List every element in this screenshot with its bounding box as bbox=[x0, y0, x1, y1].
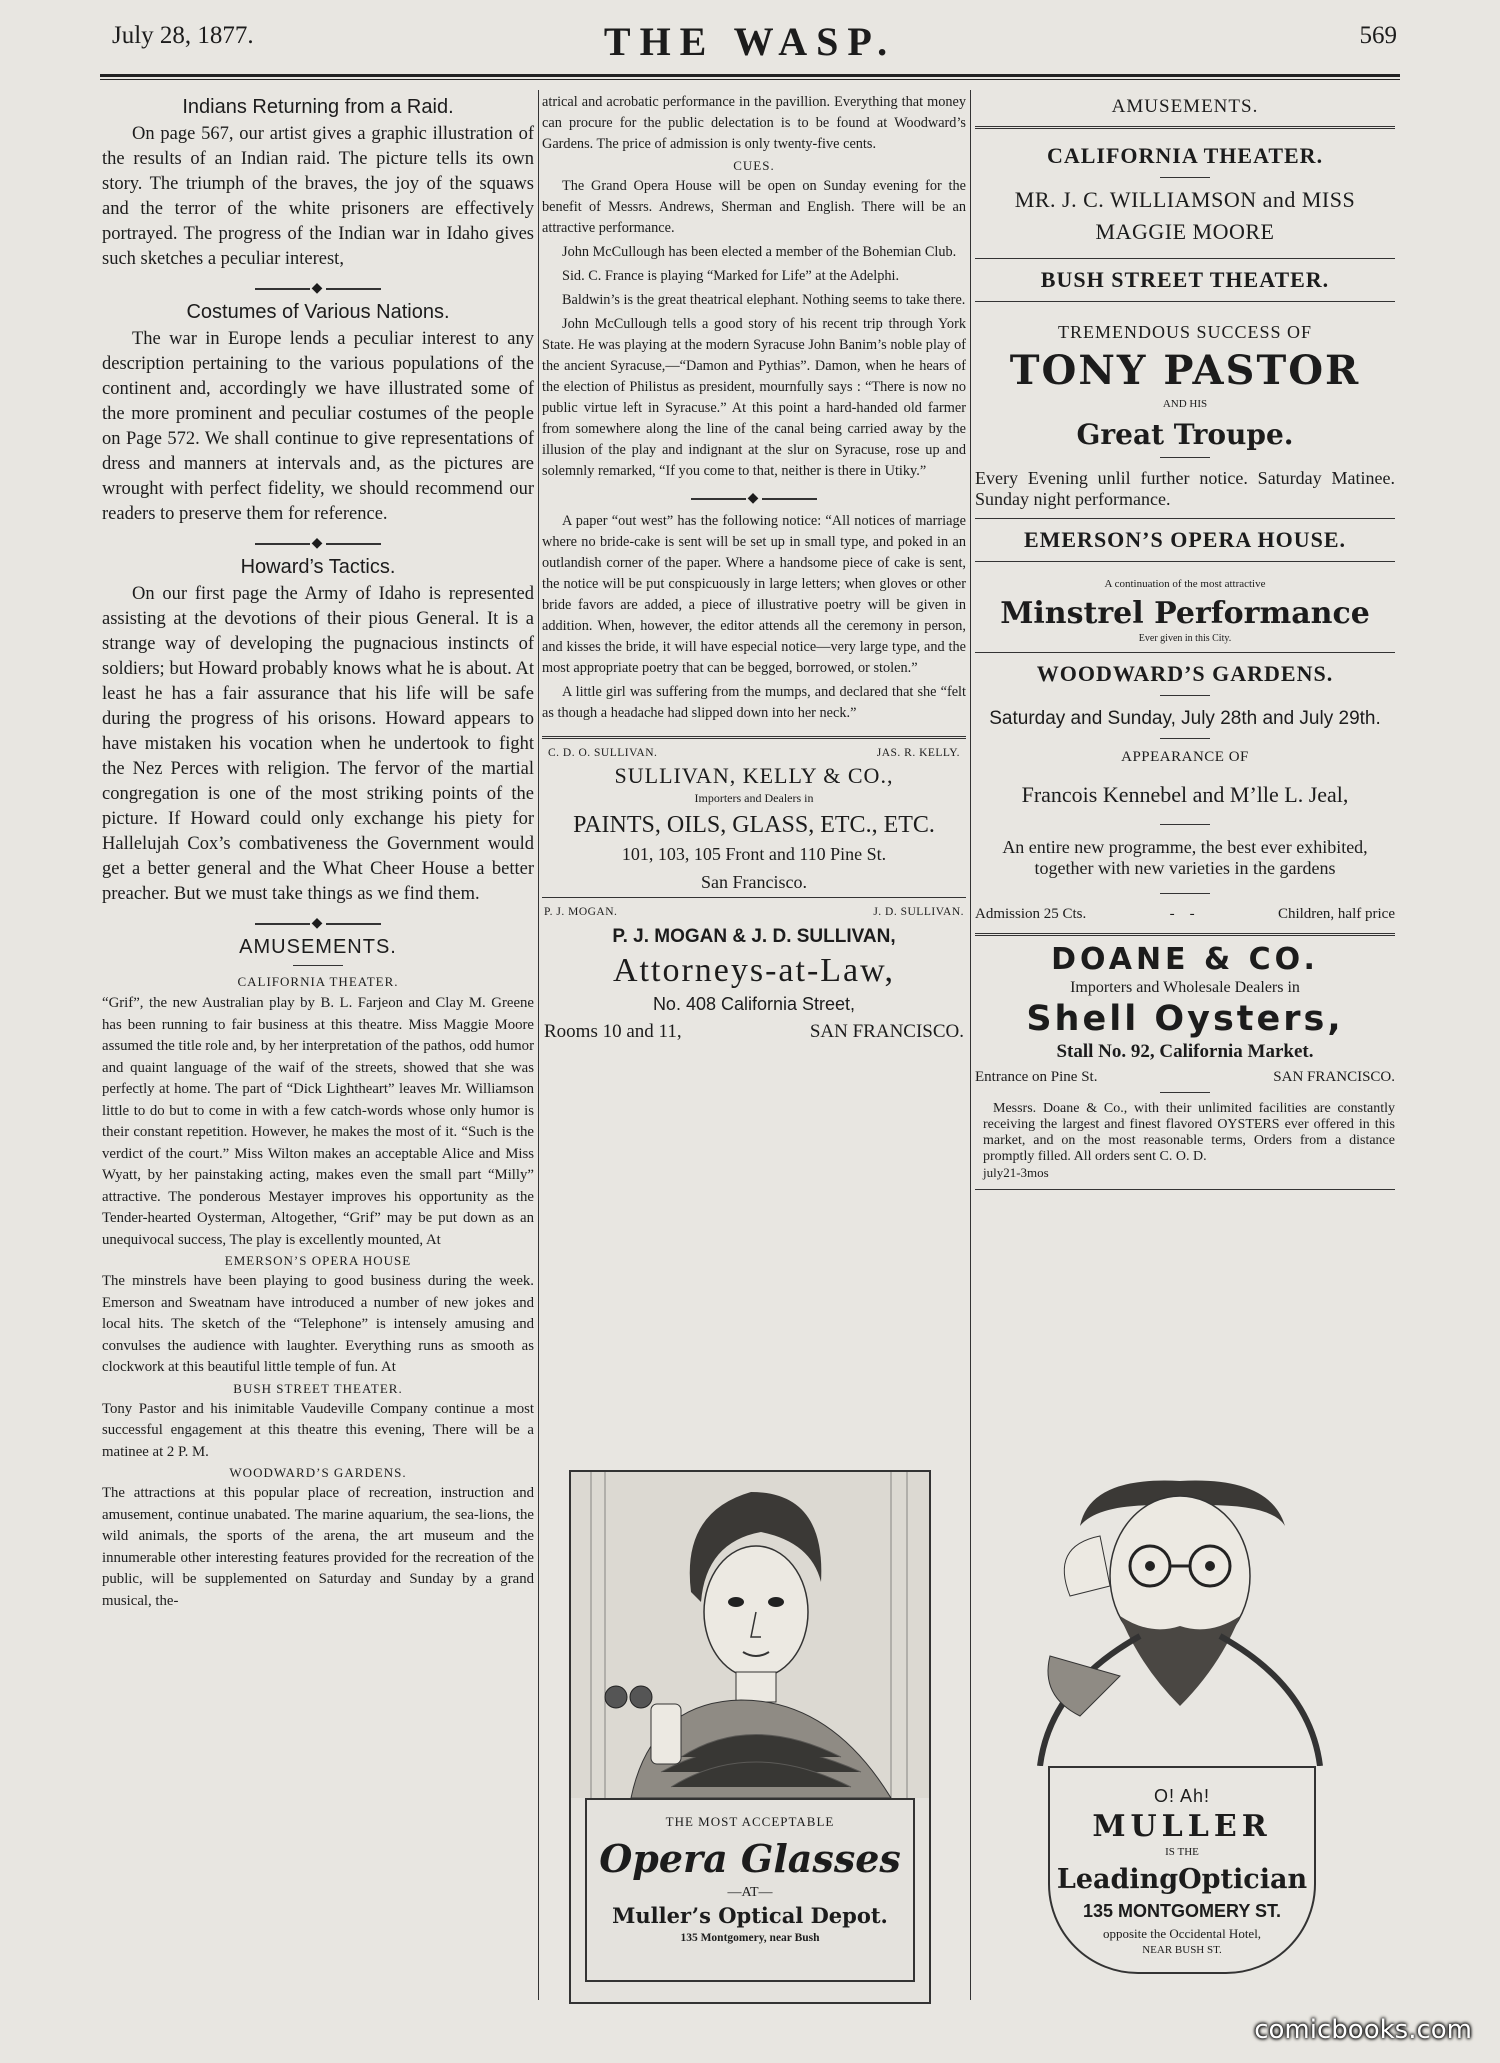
ad-muller-optician bbox=[1010, 1466, 1350, 1980]
billing-text: Every Evening unlil further notice. Saturday Matinee. Sunday night performance. bbox=[975, 468, 1395, 509]
admission-line bbox=[975, 906, 1395, 923]
city-line: San Francisco. bbox=[701, 872, 807, 892]
cue-item: John McCullough tells a good story of his recent trip through York State. He was playing at the modern Syracuse John Banim’s noble play of the ancient Syracuse,—“Damon and Pythias”. Damon, when he hears of the election of Philistus as president, mournfully says : “There is now no public virtue left in Syracuse.” At this point a hard-handed old farmer from somewhere along the line of the canal being carried away by the illusion of the play and indignant at the slur on Syracuse, rose up and solemnly remarked, “If you come to that, neither is there in Utiky.” bbox=[542, 316, 966, 479]
article-title: AMUSEMENTS. bbox=[239, 936, 397, 958]
section-separator: ◆ bbox=[102, 915, 534, 932]
ad-border bbox=[975, 652, 1395, 653]
header-rule bbox=[100, 74, 1400, 77]
column-3 bbox=[975, 92, 1395, 1190]
ad-border bbox=[975, 933, 1395, 936]
firm-name: P. J. MOGAN & J. D. SULLIVAN, bbox=[612, 926, 896, 947]
article-body: “Grif”, the new Australian play by B. L. Farjeon and Clay M. Greene has been running to fair business at this theatre. Miss Maggie Moore assumed the title role and, by her interpretation of the pathos, odd humor and quaint language of the waif of the streets, showed that she was perfectly at home. The part of “Dick Lightheart” leaves Mr. Williamson little to do but to come in with a few catch-words whose only humor is their constant repetition. However, he makes the most of it. “Such is the verdict of the court.” Miss Wilton makes an acceptable Alice and Miss Wyatt, by her painstaking acting, makes even the small part “Milly” attractive. The ponderous Mestayer improves his opportunity as the Tender-hearted Oysterman, Altogether, “Grif” may be put down as an unequivocal success, The play is excellently mounted, At bbox=[102, 995, 534, 1248]
ad-subtitle: THE MOST ACCEPTABLE bbox=[665, 1814, 835, 1829]
column-1 bbox=[102, 92, 534, 1612]
theater-name: CALIFORNIA THEATER. bbox=[1046, 143, 1324, 168]
section-separator: ◆ bbox=[102, 280, 534, 297]
spectacled-man-illustration bbox=[1010, 1466, 1350, 1766]
ad-border bbox=[975, 1189, 1395, 1190]
firm-title: Attorneys-at-Law, bbox=[613, 952, 895, 989]
subhead: CALIFORNIA THEATER. bbox=[237, 974, 399, 989]
column-2 bbox=[542, 92, 966, 1047]
cue-item: Sid. C. France is playing “Marked for Life” at the Adelphi. bbox=[562, 268, 900, 284]
article-body: The minstrels have been playing to good business during the week. Emerson and Sweatnam have introduced a number of new jokes and local hits. The sketch of the “Telephone” is intensely amusing and convulses the audience with laughter. Everything runs as smooth as clockwork at this beautiful little temple of fun. At bbox=[102, 1273, 534, 1375]
article-body: On page 567, our artist gives a graphic illustration of the results of an Indian raid. The picture tells its own story. The triumph of the braves, the joy of the squaws and the terror of the white prisoners are effectively portrayed. The progress of the Indian war in Idaho gives such sketches a peculiar interest, bbox=[102, 124, 534, 269]
ad-body: Messrs. Doane & Co., with their unlimited facilities are constantly receiving the largest and finest flavored OYSTERS ever offered in this market, and on the most reasonable terms, Orders from a distance promptly filled. All orders sent C. O. D. bbox=[983, 1101, 1395, 1164]
goods-line: PAINTS, OILS, GLASS, ETC., ETC. bbox=[573, 812, 935, 838]
article-body: A little girl was suffering from the mumps, and declared that she “felt as though a headache had slipped down into her neck.” bbox=[542, 684, 966, 721]
admission-price: Admission 25 Cts. bbox=[975, 906, 1087, 922]
section-heading: AMUSEMENTS. bbox=[1111, 96, 1259, 117]
article-body: atrical and acrobatic performance in the pavillion. Everything that money can procure for the public delectation is to be found at Woodward’s Gardens. The price of admission is only twenty-five cents. bbox=[542, 94, 966, 152]
short-rule bbox=[1160, 893, 1210, 894]
cue-item: Baldwin’s is the great theatrical elephant. Nothing seems to take there. bbox=[562, 292, 966, 308]
short-rule bbox=[1160, 738, 1210, 739]
cue-item: John McCullough has been elected a member of the Bohemian Club. bbox=[562, 244, 957, 260]
ad-opera-glasses bbox=[569, 1470, 931, 2004]
article-body: On our first page the Army of Idaho is represented assisting at the devotions of their pious General. It is a strange way of developing the pugnacious instincts of soldiers; but Howard probably knows what he is about. At least he has a fair assurance that his life will be safe during the progress of his orisons. Howard appears to have mistaken his vocation when he undertook to fight the Nez Perces with religion. The fervor of the martial congregation is one of the most striking points of the picture. If Howard could only exchange his piety for Hallelujah Cox’s combativeness the Government would get a better general and the What Cheer House a better preacher. But we must take things as we find them. bbox=[102, 584, 534, 904]
address-line: No. 408 California Street, bbox=[652, 994, 856, 1014]
subhead: EMERSON’S OPERA HOUSE bbox=[224, 1253, 412, 1268]
billing-text: MR. J. C. WILLIAMSON and MISS MAGGIE MOORE bbox=[1014, 187, 1356, 244]
article-title: Costumes of Various Nations. bbox=[186, 301, 450, 323]
short-rule bbox=[1160, 177, 1210, 178]
article-body: The attractions at this popular place of recreation, instruction and amusement, continue unabated. The marine aquarium, the sea-lions, the wild animals, the sports of the arena, the art museum and the innumerable other interesting features provided for the recreation of the public, will be supplemented on Saturday and Sunday by a grand musical, the- bbox=[102, 1485, 534, 1609]
column-divider-1 bbox=[538, 90, 539, 2000]
article-title: Howard’s Tactics. bbox=[240, 556, 396, 578]
address-line: NEAR BUSH ST. bbox=[1142, 1944, 1222, 1956]
page-number: 569 bbox=[1359, 22, 1397, 49]
subhead: CUES. bbox=[733, 158, 775, 173]
column-divider-2 bbox=[970, 90, 971, 2000]
article-body: Tony Pastor and his inimitable Vaudeville Company continue a most successful engagement at this theatre this evening, There will be a matinee at 2 P. M. bbox=[102, 1400, 534, 1460]
section-separator: ◆ bbox=[542, 490, 966, 507]
ad-subtitle: Importers and Dealers in bbox=[694, 791, 814, 805]
ad-headline: LeadingOptician bbox=[1056, 1864, 1308, 1895]
address-line: 135 Montgomery, near Bush bbox=[680, 1932, 820, 1944]
ad-caption-box bbox=[1048, 1766, 1316, 1974]
cue-item: The Grand Opera House will be open on Sunday evening for the benefit of Messrs. Andrews, Sherman and English. There will be an attractive performance. bbox=[542, 178, 966, 236]
billing-text: TREMENDOUS SUCCESS OF bbox=[1057, 322, 1313, 342]
performer-names: Francois Kennebel and M’lle L. Jeal, bbox=[1021, 782, 1349, 807]
admission-dash: - - bbox=[1169, 906, 1195, 922]
billing-text: An entire new programme, the best ever exhibited, together with new varieties in the gardens bbox=[1002, 837, 1368, 878]
short-rule bbox=[1160, 457, 1210, 458]
theater-name: WOODWARD’S GARDENS. bbox=[1036, 661, 1334, 686]
ad-sullivan-kelly bbox=[542, 739, 966, 897]
woman-portrait-illustration bbox=[571, 1472, 929, 1798]
ad-headline: Shell Oysters, bbox=[1026, 999, 1344, 1039]
stall-line: Stall No. 92, California Market. bbox=[1056, 1041, 1314, 1062]
address-line: 135 MONTGOMERY ST. bbox=[1082, 1901, 1282, 1921]
firm-name: DOANE & CO. bbox=[1051, 942, 1319, 977]
rooms-line: Rooms 10 and 11, bbox=[544, 1021, 682, 1042]
watermark-text: comicbooks.com bbox=[1254, 2015, 1472, 2045]
ad-attorneys bbox=[542, 898, 966, 1047]
ad-border bbox=[975, 518, 1395, 519]
ad-exclamation: O! Ah! bbox=[1153, 1786, 1211, 1806]
article-body: The war in Europe lends a peculiar interest to any description pertaining to the various populations of the continent and, accordingly we have illustrated some of the more prominent and peculiar costumes of the people on Page 572. We shall continue to give representations of dress and manners at intervals and, as the pictures are wrought with perfect fidelity, we should recommend our readers to preserve them for reference. bbox=[102, 329, 534, 524]
billing-text: A continuation of the most attractive bbox=[1104, 578, 1266, 590]
ad-at: —AT— bbox=[727, 1885, 773, 1900]
address-line: 101, 103, 105 Front and 110 Pine St. bbox=[621, 844, 887, 864]
masthead-title: THE WASP. bbox=[603, 19, 897, 64]
ad-subtitle: Importers and Wholesale Dealers in bbox=[1070, 979, 1300, 996]
star-name: TONY PASTOR bbox=[1009, 347, 1361, 394]
header-rule-thin bbox=[100, 79, 1400, 80]
performance-name: Minstrel Performance bbox=[1000, 596, 1370, 631]
ad-subtitle: IS THE bbox=[1165, 1846, 1199, 1858]
short-rule bbox=[1160, 824, 1210, 825]
partner-name: J. D. SULLIVAN. bbox=[873, 906, 964, 918]
ad-border bbox=[975, 258, 1395, 259]
ad-code: july21-3mos bbox=[983, 1165, 1049, 1180]
ad-border bbox=[975, 126, 1395, 129]
subhead: BUSH STREET THEATER. bbox=[233, 1380, 403, 1396]
short-rule bbox=[293, 965, 343, 966]
billing-text: Ever given in this City. bbox=[1138, 633, 1232, 644]
billing-text: APPEARANCE OF bbox=[1121, 749, 1249, 765]
section-separator: ◆ bbox=[102, 535, 534, 552]
firm-name: SULLIVAN, KELLY & CO., bbox=[614, 763, 894, 788]
entrance-line: Entrance on Pine St. bbox=[975, 1069, 1098, 1085]
city-line: SAN FRANCISCO. bbox=[809, 1021, 964, 1042]
ad-caption-box bbox=[585, 1798, 915, 1982]
ad-headline: Opera Glasses bbox=[599, 1836, 901, 1881]
article-body: A paper “out west” has the following notice: “All notices of marriage where no bride-cake is sent will be set up in small type, and poked in an outlandish corner of the paper. Where a handsome piece of cake is sent, the notice will be put conspicuously in large letters; when gloves or other bride favors are added, a piece of illustrative poetry will be given in addition. When, however, the editor attends all the ceremony in person, and kisses the bride, it will have especial notice—very large type, and the most appropriate poetry that can be begged, borrowed, or stolen.” bbox=[542, 513, 966, 676]
short-rule bbox=[1160, 1092, 1210, 1093]
address-line: opposite the Occidental Hotel, bbox=[1102, 1926, 1262, 1941]
issue-date: July 28, 1877. bbox=[112, 22, 254, 49]
troupe-name: Great Troupe. bbox=[1076, 418, 1294, 451]
firm-name: MULLER bbox=[1092, 1809, 1272, 1844]
ad-doane bbox=[975, 942, 1395, 1181]
partner-name: JAS. R. KELLY. bbox=[876, 747, 960, 759]
short-rule bbox=[1160, 695, 1210, 696]
partner-name: P. J. MOGAN. bbox=[544, 906, 618, 918]
store-name: Muller’s Optical Depot. bbox=[612, 1903, 888, 1928]
billing-text: Saturday and Sunday, July 28th and July 29th. bbox=[989, 708, 1381, 729]
subhead: WOODWARD’S GARDENS. bbox=[229, 1465, 407, 1480]
children-price: Children, half price bbox=[1277, 906, 1395, 922]
ad-border bbox=[975, 561, 1395, 562]
theater-name: BUSH STREET THEATER. bbox=[1040, 267, 1330, 292]
ad-border bbox=[975, 301, 1395, 302]
billing-text: AND HIS bbox=[1162, 398, 1208, 410]
city-line: SAN FRANCISCO. bbox=[1273, 1069, 1395, 1085]
article-title: Indians Returning from a Raid. bbox=[182, 96, 454, 118]
partner-name: C. D. O. SULLIVAN. bbox=[548, 747, 658, 759]
theater-name: EMERSON’S OPERA HOUSE. bbox=[1023, 527, 1347, 552]
